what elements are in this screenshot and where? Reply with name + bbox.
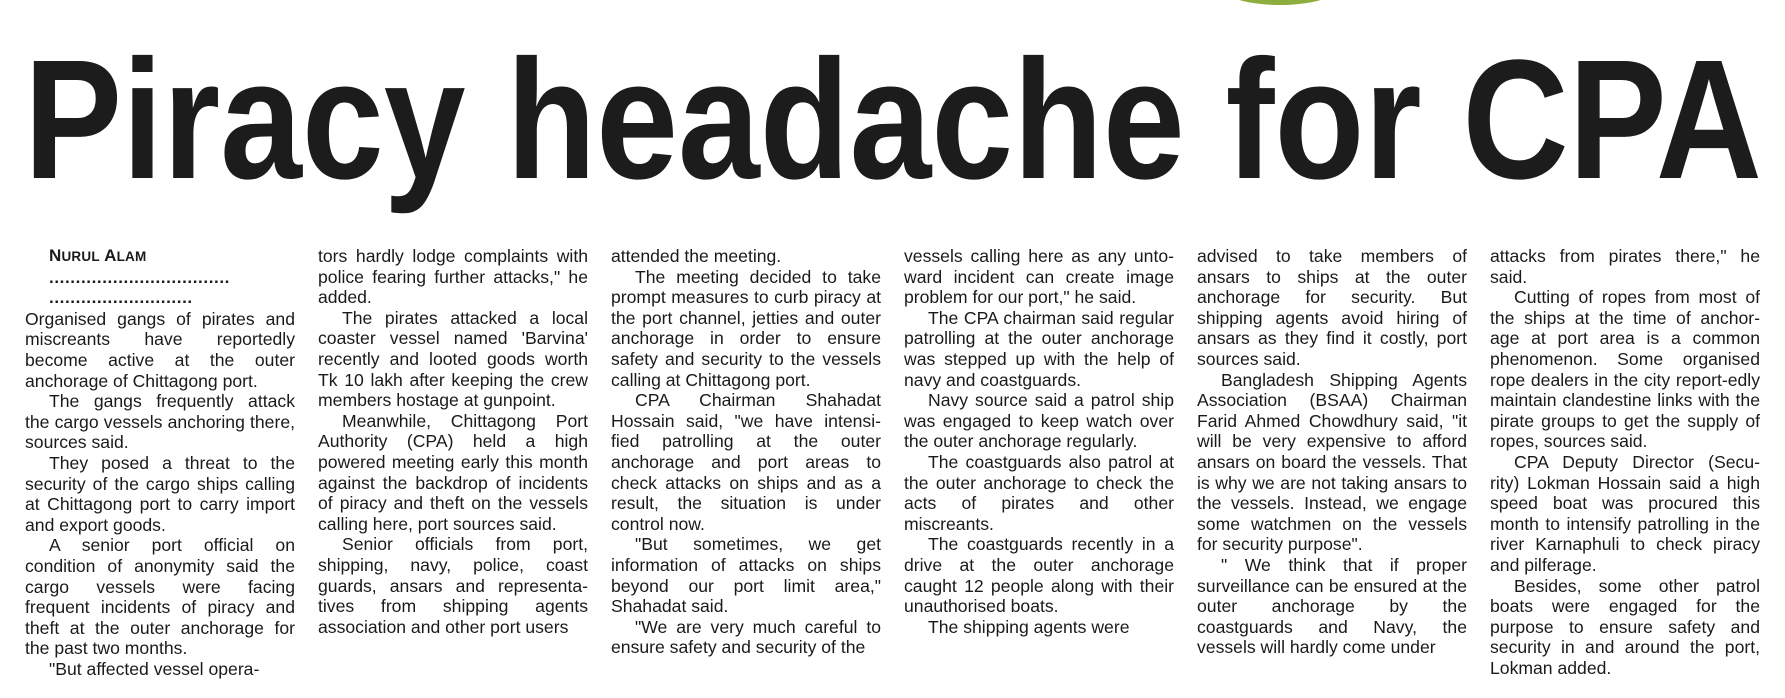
paragraph: The coastguards also patrol at the outer anchorage to check the acts of pirates and other miscreants. bbox=[904, 451, 1174, 534]
paragraph: Bangladesh Shipping Agents Association (BSAA) Chairman Farid Ahmed Chowdhury said, "it will be very expensive to afford ansars on board the vessels. That is why we are not taking ansars to the vessels. Instead, we engage some watchmen on the vessels for security purpose". bbox=[1197, 369, 1467, 555]
paragraph: attacks from pirates there," he said. bbox=[1490, 246, 1760, 287]
paragraph: Senior officials from port, shipping, navy, police, coast guards, ansars and representa-tives from shipping agents association and other port users bbox=[318, 534, 588, 637]
headline: Piracy headache for CPA bbox=[24, 28, 1762, 215]
paragraph: Navy source said a patrol ship was engaged to keep watch over the outer anchorage regularly. bbox=[904, 390, 1174, 452]
paragraph: Cutting of ropes from most of the ships at the time of anchor-age at port area is a common phenomenon. Some organised rope dealers in the city report-edly maintain clandestine links with the pirate groups to get the supply of ropes, sources said. bbox=[1490, 287, 1760, 452]
paragraph: The meeting decided to take prompt measures to curb piracy at the port channel, jetties and outer anchorage in order to ensure safety and security to the vessels calling at Chittagong port. bbox=[611, 266, 881, 390]
paragraph: "But affected vessel opera- bbox=[49, 658, 260, 679]
article-column-1 bbox=[25, 246, 295, 698]
article-column-2 bbox=[318, 246, 588, 698]
decorative-graphic bbox=[1215, 0, 1345, 5]
paragraph: The gangs frequently attack the cargo vessels anchoring there, sources said. bbox=[25, 391, 295, 453]
byline-divider: .................................. bbox=[49, 267, 230, 287]
paragraph: "But sometimes, we get information of attacks on ships beyond our port limit area," Shahadat said. bbox=[611, 534, 881, 617]
byline-divider: ........................... bbox=[49, 288, 193, 308]
paragraph: The pirates attacked a local coaster vessel named 'Barvina' recently and looted goods worth Tk 10 lakh after keeping the crew members hostage at gunpoint. bbox=[318, 307, 588, 411]
paragraph: The shipping agents were bbox=[928, 616, 1130, 637]
paragraph: tors hardly lodge complaints with police fearing further attacks," he added. bbox=[318, 246, 588, 308]
paragraph: Organised gangs of pirates and miscreants have reportedly become active at the outer anchorage of Chittagong port. bbox=[25, 308, 295, 391]
paragraph: They posed a threat to the security of the cargo ships calling at Chittagong port to carry import and export goods. bbox=[25, 452, 295, 535]
headline-container bbox=[0, 28, 1785, 218]
paragraph: The CPA chairman said regular patrolling at the outer anchorage was stepped up with the help of navy and coastguards. bbox=[904, 307, 1174, 390]
paragraph: CPA Deputy Director (Secu-rity) Lokman Hossain said a high speed boat was procured this month to intensify patrolling in the river Karnaphuli to check piracy and pilferage. bbox=[1490, 451, 1760, 575]
article-column-5 bbox=[1197, 246, 1467, 698]
paragraph: attended the meeting. bbox=[611, 246, 782, 266]
article-column-4 bbox=[904, 246, 1174, 698]
paragraph: "We are very much careful to ensure safety and security of the bbox=[611, 616, 881, 658]
paragraph: A senior port official on condition of anonymity said the cargo vessels were facing frequent incidents of piracy and theft at the outer anchorage for the past two months. bbox=[25, 535, 295, 659]
byline: NURUL ALAM bbox=[49, 246, 147, 265]
article-column-3 bbox=[611, 246, 881, 698]
paragraph: advised to take members of ansars to ships at the outer anchorage for security. But shipping agents avoid hiring of ansars as they find it costly, port sources said. bbox=[1197, 246, 1467, 369]
paragraph: " We think that if proper surveillance can be ensured at the outer anchorage by the coastguards and Navy, the vessels will hardly come under bbox=[1197, 554, 1467, 658]
article-column-6 bbox=[1490, 246, 1760, 698]
paragraph: CPA Chairman Shahadat Hossain said, "we have intensi-fied patrolling at the outer anchorage and port areas to check attacks on ships and as a result, the situation is under control now. bbox=[611, 390, 881, 534]
paragraph: vessels calling here as any unto-ward incident can create image problem for our port," he said. bbox=[904, 246, 1174, 308]
paragraph: The coastguards recently in a drive at the outer anchorage caught 12 people along with their unauthorised boats. bbox=[904, 534, 1174, 617]
paragraph: Meanwhile, Chittagong Port Authority (CPA) held a high powered meeting early this month against the backdrop of incidents of piracy and theft on the vessels calling here, port sources said. bbox=[318, 410, 588, 534]
headline-svg bbox=[0, 28, 1785, 218]
article-body bbox=[0, 246, 1785, 698]
paragraph: Besides, some other patrol boats were engaged for the purpose to ensure safety and security in and around the port, Lokman added. bbox=[1490, 575, 1760, 678]
